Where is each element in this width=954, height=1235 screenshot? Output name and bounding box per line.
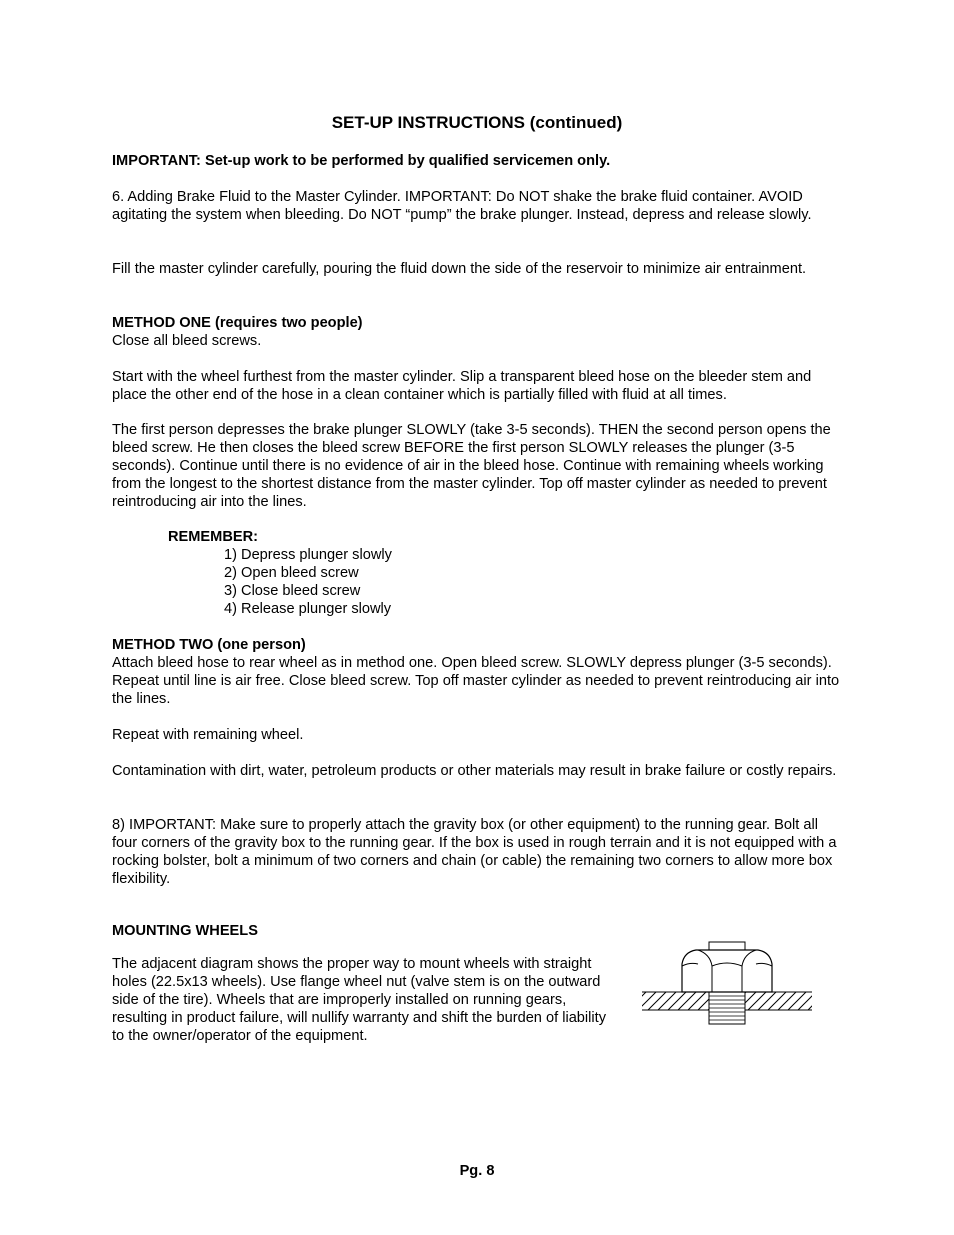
page-number: Pg. 8 bbox=[459, 1163, 495, 1179]
list-item: 2) Open bleed screw bbox=[224, 565, 359, 581]
method-two-paragraph-1: Attach bleed hose to rear wheel as in method one. Open bleed screw. SLOWLY depress plunger (3-5 seconds). Repeat until line is air free. Close bleed screw. Top off master cylinder as needed to prevent reintroducing air into the lines. bbox=[112, 655, 840, 707]
important-note: IMPORTANT: Set-up work to be performed by qualified servicemen only. bbox=[112, 153, 611, 169]
method-one-heading: METHOD ONE (requires two people) bbox=[112, 315, 363, 331]
step-6-paragraph: 6. Adding Brake Fluid to the Master Cylinder. IMPORTANT: Do NOT shake the brake fluid container. AVOID agitating the system when bleeding. Do NOT “pump” the brake plunger. Instead, depress and release slowly. bbox=[112, 189, 812, 223]
list-item: 1) Depress plunger slowly bbox=[224, 547, 392, 563]
method-one-paragraph-2: The first person depresses the brake plunger SLOWLY (take 3-5 seconds). THEN the second person opens the bleed screw. He then closes the bleed screw BEFORE the first person SLOWLY releases the plunger (3-5 seconds). Continue until there is no evidence of air in the bleed hose. Continue with remaining wheels working from the longest to the shortest distance from the master cylinder. Top off master cylinder as needed to prevent reintroducing air into the lines. bbox=[112, 422, 831, 510]
fill-paragraph: Fill the master cylinder carefully, pouring the fluid down the side of the reservoir to minimize air entrainment. bbox=[112, 261, 807, 277]
list-item: 4) Release plunger slowly bbox=[224, 601, 392, 617]
mounting-paragraph: The adjacent diagram shows the proper way to mount wheels with straight holes (22.5x13 wheels). Use flange wheel nut (valve stem is on the outward side of the tire). Wheels that are improperly installed on running gears, resulting in product failure, will nullify warranty and shift the burden of liability to the owner/operator of the equipment. bbox=[112, 955, 606, 1044]
method-two-paragraph-2: Repeat with remaining wheel. bbox=[112, 727, 304, 743]
step-8-paragraph: 8) IMPORTANT: Make sure to properly attach the gravity box (or other equipment) to the running gear. Bolt all four corners of the gravity box to the running gear. If the box is used in rough terrain and it is not equipped with a rocking bolster, bolt a minimum of two corners and chain (or cable) the remaining two corners to allow more box flexibility. bbox=[112, 817, 837, 887]
method-two-heading: METHOD TWO (one person) bbox=[112, 637, 306, 653]
remember-steps-list bbox=[224, 546, 392, 618]
page-title: SET-UP INSTRUCTIONS (continued) bbox=[331, 113, 623, 132]
remember-heading: REMEMBER: bbox=[168, 529, 258, 545]
method-one-paragraph-1: Start with the wheel furthest from the master cylinder. Slip a transparent bleed hose on the bleeder stem and place the other end of the hose in a clean container which is partially filled with fluid at all times. bbox=[112, 369, 812, 403]
wheel-nut-diagram bbox=[640, 938, 820, 1030]
list-item: 3) Close bleed screw bbox=[224, 583, 361, 599]
contamination-paragraph: Contamination with dirt, water, petroleum products or other materials may result in brake failure or costly repairs. bbox=[112, 763, 837, 779]
flange-nut bbox=[682, 950, 772, 992]
mounting-heading: MOUNTING WHEELS bbox=[112, 923, 258, 939]
method-one-intro: Close all bleed screws. bbox=[112, 333, 262, 349]
